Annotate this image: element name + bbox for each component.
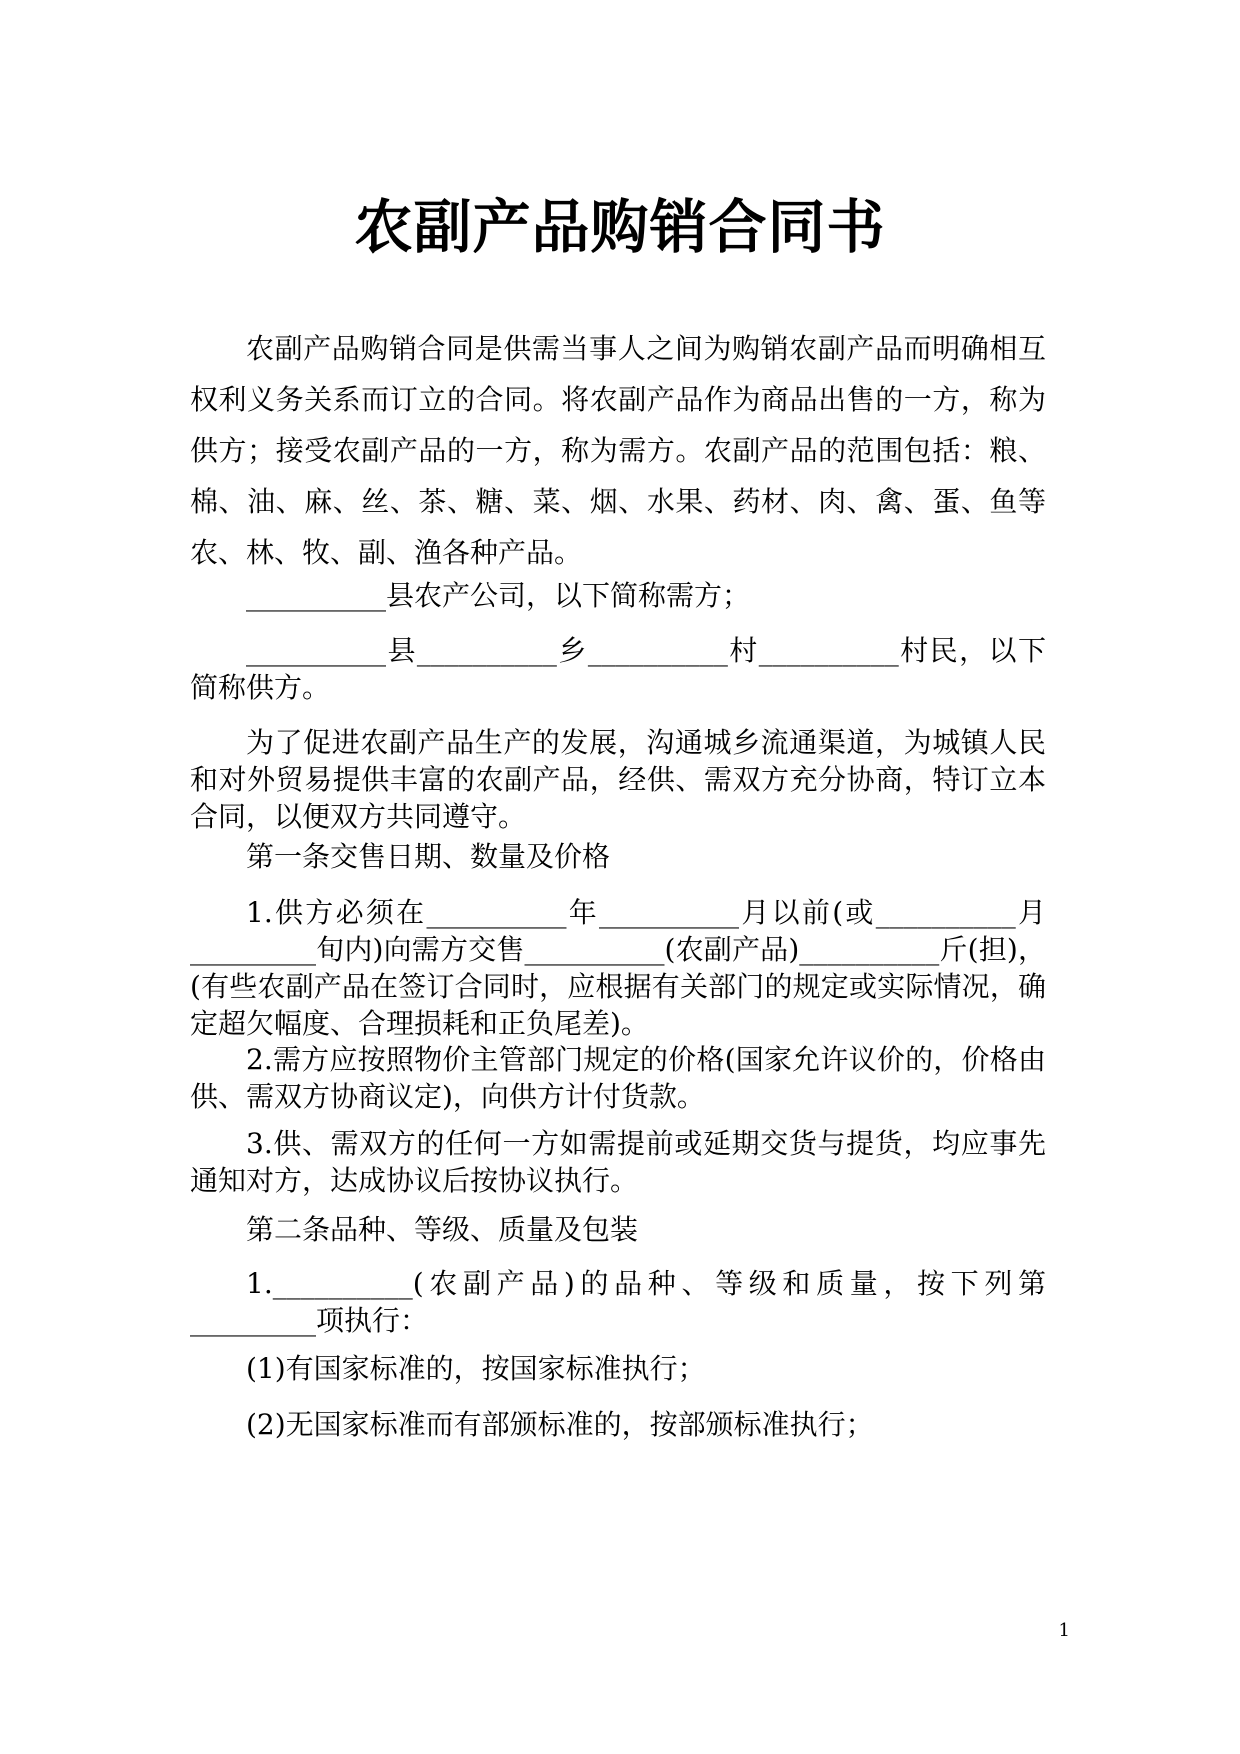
article-2-heading: 第二条品种、等级、质量及包装: [246, 1213, 639, 1246]
page-number: 1: [1058, 1620, 1070, 1641]
article-1-clause-1: 1.供方必须在__________年__________月以前(或__________月_________旬内)向需方交售__________(农副产品)__________斤(担)，(有些农副产品在签订合同时，应根据有关部门的规定或实际情况，确定超欠幅度、合理损耗和正负尾差)。: [190, 896, 1046, 1040]
purpose-paragraph: 为了促进农副产品生产的发展，沟通城乡流通渠道，为城镇人民和对外贸易提供丰富的农副产品，经供、需双方充分协商，特订立本合同，以便双方共同遵守。: [190, 726, 1046, 833]
article-1-clause-2: 2.需方应按照物价主管部门规定的价格(国家允许议价的，价格由供、需双方协商议定)，向供方计付货款。: [190, 1043, 1046, 1113]
buyer-party-line: __________县农产公司，以下简称需方；: [246, 579, 751, 612]
standard-item-1: (1)有国家标准的，按国家标准执行；: [246, 1352, 706, 1385]
standard-item-2: (2)无国家标准而有部颁标准的，按部颁标准执行；: [246, 1408, 874, 1441]
article-1-clause-3: 3.供、需双方的任何一方如需提前或延期交货与提货，均应事先通知对方，达成协议后按协议执行。: [190, 1127, 1046, 1197]
seller-party-line: __________县__________乡__________村__________村民，以下简称供方。: [190, 634, 1046, 704]
article-1-heading: 第一条交售日期、数量及价格: [246, 840, 611, 873]
intro-paragraph: 农副产品购销合同是供需当事人之间为购销农副产品而明确相互权利义务关系而订立的合同。将农副产品作为商品出售的一方，称为供方；接受农副产品的一方，称为需方。农副产品的范围包括：粮、棉、油、麻、丝、茶、糖、菜、烟、水果、药材、肉、禽、蛋、鱼等农、林、牧、副、渔各种产品。: [190, 332, 1046, 569]
document-title: 农副产品购销合同书: [354, 193, 886, 261]
article-2-clause-1: 1.__________(农副产品)的品种、等级和质量，按下列第_________项执行：: [190, 1267, 1046, 1337]
